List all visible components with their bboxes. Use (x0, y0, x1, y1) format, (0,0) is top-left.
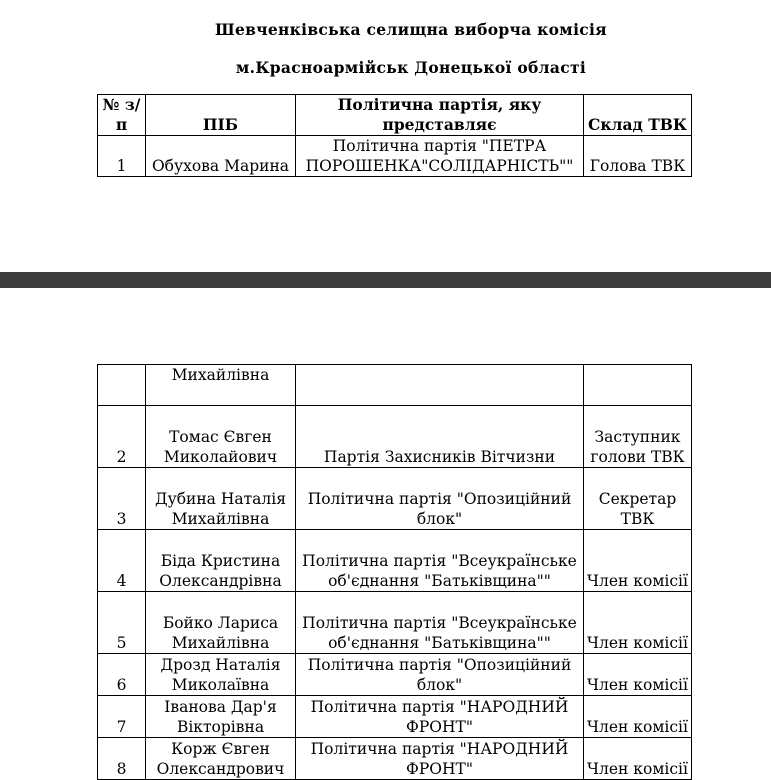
header-num: № з/п (98, 95, 146, 136)
row-party: Політична партія "ПЕТРА ПОРОШЕНКА"СОЛІДАРНІСТЬ"" (296, 136, 584, 177)
row-party: Політична партія "Опозиційний блок" (296, 468, 584, 530)
row-role: Голова ТВК (584, 136, 692, 177)
table-header-row (98, 95, 692, 136)
row-num: 3 (98, 468, 146, 530)
row-name: Іванова Дар'я Вікторівна (146, 696, 296, 738)
row-name: Біда Кристина Олександрівна (146, 530, 296, 592)
row-party: Політична партія "НАРОДНИЙ ФРОНТ" (296, 738, 584, 780)
document-subtitle: м.Красноармійськ Донецької області (235, 58, 587, 77)
table-row (98, 654, 692, 696)
row-role: Член комісії (584, 592, 692, 654)
commission-table-continued (97, 364, 692, 780)
row-name: Дрозд Наталія Миколаївна (146, 654, 296, 696)
table-row (98, 696, 692, 738)
row-party: Політична партія "Опозиційний блок" (296, 654, 584, 696)
row-party: Політична партія "НАРОДНИЙ ФРОНТ" (296, 696, 584, 738)
row-name: Томас Євген Миколайович (146, 406, 296, 468)
table-row (98, 406, 692, 468)
row-party: Політична партія "Всеукраїнське об'єднання "Батьківщина"" (296, 530, 584, 592)
page-separator (0, 272, 771, 288)
row-num: 1 (98, 136, 146, 177)
row-num: 4 (98, 530, 146, 592)
row-role: Заступник голови ТВК (584, 406, 692, 468)
row-role: Член комісії (584, 654, 692, 696)
row-name: Обухова Марина (146, 136, 296, 177)
header-role: Склад ТВК (584, 95, 692, 136)
row-party: Політична партія "Всеукраїнське об'єднання "Батьківщина"" (296, 592, 584, 654)
table-row-continuation (98, 365, 692, 406)
header-party: Політична партія, яку представляє (296, 95, 584, 136)
row-role: Член комісії (584, 738, 692, 780)
row-role: Секретар ТВК (584, 468, 692, 530)
row-name: Корж Євген Олександрович (146, 738, 296, 780)
row-party: Партія Захисників Вітчизни (296, 406, 584, 468)
commission-table-header (97, 94, 692, 177)
row-num: 6 (98, 654, 146, 696)
row-name: Михайлівна (146, 365, 296, 406)
document-title: Шевченківська селищна виборча комісія (215, 20, 607, 39)
table-row (98, 136, 692, 177)
table-row (98, 530, 692, 592)
row-role: Член комісії (584, 696, 692, 738)
row-num: 8 (98, 738, 146, 780)
row-num: 5 (98, 592, 146, 654)
row-name: Дубина Наталія Михайлівна (146, 468, 296, 530)
table-row (98, 738, 692, 780)
row-num: 7 (98, 696, 146, 738)
table-row (98, 468, 692, 530)
header-name: ПІБ (146, 95, 296, 136)
row-num: 2 (98, 406, 146, 468)
row-role: Член комісії (584, 530, 692, 592)
row-name: Бойко Лариса Михайлівна (146, 592, 296, 654)
table-row (98, 592, 692, 654)
